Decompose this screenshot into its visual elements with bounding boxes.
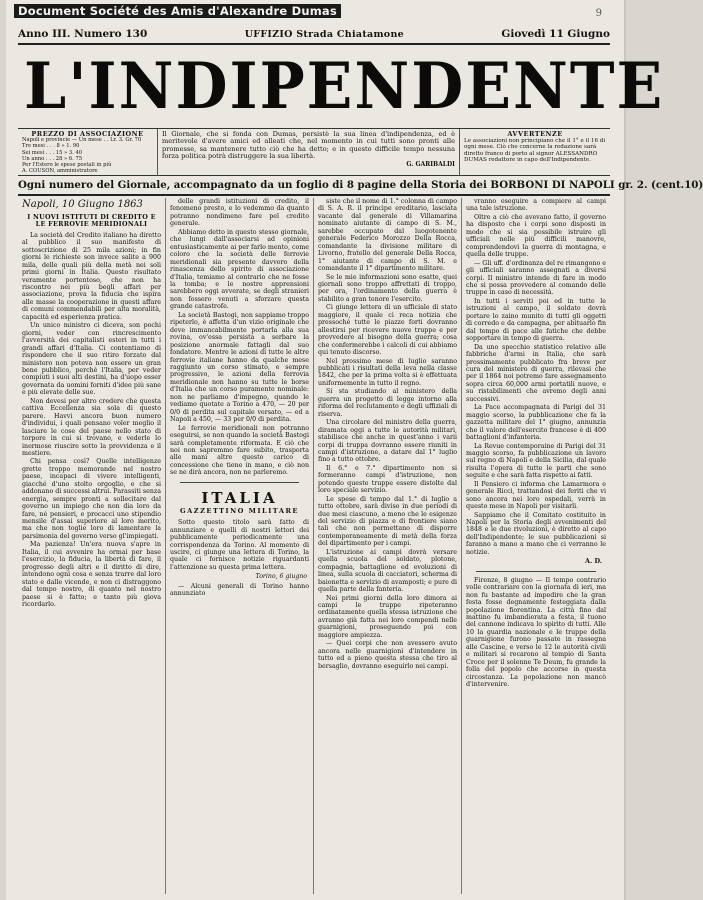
paragraph: Le spese di tempo dal 1.° di luglio a tutto ottobre, sarà diviso in due periodi di due mesi ciascuno, a meno che le esigenze del servizio di piazza e di frontiere siano tali che non permettano di disporre contemporaneamente di metà della forza del dipartimento per i campi. [318, 495, 457, 548]
paragraph: Un unico ministro ci diceva, son pochi giorni, veder con rincrescimento l'avversità dei capitalisti esteri in tutti i grandi affari d'Italia. Ci contentiamo di rispondere che il suo ritiro forzato dal ministero non poteva non essere un gran bene pubblico, perchè l'Italia, per veder compiuti i suoi alti destini, ha d'uopo esser governata da uomini forniti d'idee più sane e più elevate delle sue. [22, 322, 161, 397]
price-row: Per l'Estero le spese postali in più [22, 162, 112, 169]
supplement-banner: Ogni numero del Giornale, accompagnato da un foglio di 8 pagine della Storia dei BORBONI DI NAPOLI gr. 2. (cent.10) [18, 176, 610, 196]
paragraph: Se le mie informazioni sono esatte, quei giornali sono troppo affrettati di troppo, per ora, l'ordinamento della guerra è stabilito a gran tenore l'esercito. [318, 273, 457, 303]
paragraph: vranno eseguire a compiere al campi una tale istruzione. [466, 198, 606, 213]
paragraph: Il Pensiero ci informa che Lamarmora e generale Ricci, trattandosi dei feriti che vi sono ancora nei loro ospedali, verrà in questo mese in Napoli per visitarli. [466, 480, 606, 511]
garibaldi-notice [158, 129, 460, 176]
paragraph: Si sta studiando al ministero della guerra un progetto di legge intorno alla riforma del reclutamento e degli uffiziali di riserva. [318, 388, 457, 418]
column-1 [18, 198, 166, 894]
paragraph: — Alcuni generali di Torino hanno annunziato [170, 582, 309, 598]
section-subheading: GAZZETTINO MILITARE [180, 506, 299, 515]
article-signature: A. D. [585, 557, 602, 566]
price-row: A. COUSON, amministratore [22, 168, 98, 175]
paragraph: Oltre a ciò che avevano fatto, il governo ha disposto che i corpi sono disposti in modo che si sia possibile istruire gli ufficiali nelle più difficili manovre, comprendendovi la guerra di montagna, e quella delle truppe. [466, 213, 606, 259]
section-divider [476, 571, 596, 572]
paragraph: La società del Credito italiano ha diretto al pubblico il suo manifesto di sottoscrizione di 25 mila azioni; in fin giorni le richieste son invece salite a 900 mila, delle quali più della metà nei soli primi giorni in Italia. Questo risultato veramente portentoso, che non ha riscontro nei più begli affari per associazione, prova la fiducia che ispira alle masse la cooperazione in questi affare di comuni commendabili per alta moralità, capacità ed esperienza pratica. [22, 231, 161, 321]
newspaper-page [6, 0, 703, 900]
newspaper-title: L'INDIPENDENTE [24, 49, 665, 125]
info-band [18, 128, 610, 176]
notice-signature: G. GARIBALDI [406, 160, 455, 168]
paragraph: Nel prossimo mese di luglio saranno pubblicati i risultati della leva nella classe 1842, che per la prima volta si è effettuata uniformemente in tutto il regno. [318, 357, 457, 387]
paragraph: Ci giunge lettera di un ufficiale di stato maggiore, il quale ci reca notizia che pressoché tutte le piazze forti dovranno allestirsi per ricevere nuove truppe e per provvedere al bisogno della guerra; cosa che confermerebbe i calcoli di cui abbiamo qui tenuto discorso. [318, 304, 457, 357]
paragraph: Il 6.° e 7.° dipartimento non si formeranno campi d'istruzione, non potendo queste truppe essere distolte dal loro speciale servizio. [318, 464, 457, 495]
avvertenze-heading: AVVERTENZE [507, 130, 563, 138]
paragraph: L'istruzione ai campi dovrà versare quella scuola del soldato, plotone, compagnia, battaglione ed evoluzioni di linea, sulla scuola di cacciatori, scherma di baionetta e servizio di avamposti; e pure di quella parte della fanteria. [318, 548, 457, 594]
paragraph: delle grandi istituzioni di credito, il fenomeno presto, e lo vedemmo da quanto potranno nondimeno fare pel credito generale. [170, 198, 309, 228]
paragraph: Ma pazienza! Un'era nuova s'apre in Italia, il cui avvenire ha ormai per base l'esercizio, la fiducia, la libertà di fare, il progresso degli altri e il diritto di dire, intendono ogni cosa e senza trarre dal loro stato e dalle vicende, e non ci distraggono dal tempo nostro, di quanto nel nostro paese si è fatto; e tanto più giova ricordarlo. [22, 541, 161, 609]
paragraph: Una circolare del ministro della guerra, diramata oggi a tutte le autorità militari, stabilisce che anche in quest'anno i varii corpi di truppa dovranno essere riuniti in campi d'istruzione, a datare dal 1° luglio fino a tutto ottobre. [318, 419, 457, 464]
paragraph: Abbiamo detto in questo stesso giornale, che lungi dall'associarsi ad opinioni entusiasticamente ai per farlo mento, come coloro che la società delle ferrovie meridionali sia presente davvero della rinascenza dello spirito di associazione d'Italia, temiamo al contrario che ne fosse la tomba; e le nostre apprensioni sarebbero oggi avverate, se degli stranieri non fossero venuti a sforzare questa grande catastrofe. [170, 228, 309, 311]
subscription-prices [18, 129, 158, 176]
paragraph: La Pace accompagnata di Parigi del 31 maggio scorso, la pubblicazione che fa la gazzetta militare del 1° giugno, annunzia che il valore dell'esercito francese è di 400 battaglioni d'infanteria. [466, 404, 606, 442]
paragraph: Da uno specchio statistico relativo alle fabbriche d'armi in Italia, che sarà prossimamente pubblicato fra breve per cura del ministero di guerra, rilevasi che per il 1864 noi potremo fare assegnamento sopra circa 60,000 armi portatili nuove, e su ristabilimenti che avremo degli anni successivi. [466, 343, 606, 403]
office-address: UFFIZIO Strada Chiatamone [244, 28, 404, 40]
article-heading: I NUOVI ISTITUTI DI CREDITO E LE FERROVIE MERIDIONALI [27, 213, 156, 229]
prices-heading: PREZZO DI ASSOCIAZIONE [31, 130, 144, 138]
column-3 [314, 198, 462, 894]
paragraph: Nei primi giorni della loro dimora ai campi le truppe ripeteranno ordinatamente quella stessa istruzione che avranno già fatta nei loro compendi nelle guarnigioni, proseguendo poi con maggiore ampiezza. [318, 594, 457, 639]
paragraph: Non devesi per altro credere che questa cattiva Eccellenza sia sola di questo parere. Havvi ancora buon numero d'individui, i quali pensano voler meglio il lasciare le cose del paese nello stato di torpore in cui si trovano, e vederle lo inermose riuscire sotto la provvidenza e il mestiere. [22, 397, 161, 457]
section-divider [180, 482, 299, 483]
paragraph: La Revue contemporaine di Parigi del 31 maggio scorso, fa pubblicazione un lavoro sul regno di Napoli e della Sicilia, dal quale risulta l'opera di tutte le parti che sono seguite e che sarà fatta rispetto ai fatti. [466, 442, 606, 480]
paragraph: La società Bastogi, non sappiamo troppo ripeterlo, è affetta d'un vizio originale che deve immancabilmente portarla alla sua rovina, ov'essa persista a serbare la posizione anormale fattagli dal suo fondatore. Mentre le azioni di tutte le altre ferrovie italiane hanno da qualche mese raggiunto un corso stimato, e sempre progressivo, le azioni della ferrovia meridionale non hanno su tutte le borse d'Italia che un corso puramente nominale: non ne parliamo d'impegno, quando le vediamo quotate a Torino a 470, — 20 per 0/0 di perdita sul capitale versato, — ed a Napoli a 450, — 33 per 0/0 di perdita. [170, 311, 309, 424]
section-heading-italia: ITALIA [201, 488, 278, 507]
paragraph: — Gli uff. d'ordinanza del re rimangono e gli ufficiali saranno assegnati a diversi corpi. Il ministro intende di fare in modo che si possa provvedere al comando delle truppe in caso di necessità. [466, 259, 606, 297]
paragraph: Sotto questo titolo sarà fatto di annunziare e quelli di nostri lettori dei pubblicamente periodicamente una corrispondenza da Torino. Al momento di uscire, ci giunge una lettera di Torino, la quale ci fornisce notizie riguardanti l'attenzione su questa prima lettera. [170, 519, 309, 571]
paragraph: siste che il nome di 1.° colonna di campo di S. A. R. il principe ereditario, lasciata vacante dal generale di Villamarina nominato aiutante di campo di S. M., sarebbe occupato dal luogotenente generale Federico Morozzo Della Rocca, comandante la divisione militare di Livorno, fratello del generale Della Rocca, 1° aiutante di campo di S. M. e comandante il 1° dipartimento militare. [318, 198, 457, 273]
paragraph: Firenze, 8 giugno — Il tempo contrario volle contrariare con la giornata di ieri, ma non fu bastante ad impedire che la gran festa fosse degnamente festeggiata dalla popolazione fiorentina. La città fino dal mattino fu imbandierata a festa, il tuono del cannone indicava lo spirito di tutti. Alle 10 la guardia nazionale e le truppe della guarnigione furono passate in rassegna alle Cascine, e verso le 12 le autorità civili e militari si recarono al tempio di Santa Croce per il solenne Te Deum, fu grande la folla del popolo che accorse in questa circostanza. La popolazione non mancò d'intervenire. [466, 576, 606, 689]
watermark: Document Société des Amis d'Alexandre Dumas [14, 4, 341, 18]
paragraph: — Quei corpi che non avessero avuto ancora nelle guarnigioni d'intendere in tutto ed a pieno questa stessa che tiro al bersaglio, dovranno eseguirlo nei campi. [318, 640, 457, 670]
article-columns [18, 198, 610, 894]
paragraph: In tutti i serviti poi ed in tutte le istruzioni al campo, il soldato dovrà portare lo zaino munito di tutti gli oggetti di corredo e da campagna, per abituarlo fin dal tempo di pace alle fatiche che debbe sopportare in tempo di guerra. [466, 297, 606, 343]
dateline: Napoli, 10 Giugno 1863 [22, 199, 143, 210]
issue-number: Anno III. Numero 130 [18, 28, 148, 40]
price-row: Napoli e provincie — Un mese . . Lr. 3. Gr. 70 [22, 137, 142, 144]
price-row: Sei mesi . . . 15 » 3. 40 [22, 149, 83, 156]
column-2 [166, 198, 314, 894]
masthead-info [18, 25, 610, 45]
price-row: Tre mesi . . . 8 » 1. 90 [22, 143, 80, 150]
page-number: 9 [595, 8, 602, 19]
notice-text: Il Giornale, che si fonda con Dumas, persistè la sua linea d'indipendenza, ed è meritevole d'avere amici ed alleati che, nel momento in cui tutti sono pronti alle promesse, sa mantenere tutto ciò che ha detto; e in questo difficile tempo nessuna forza politica potrà distruggere la sua libertà. [162, 130, 455, 161]
paragraph: Sappiamo che il Comitato costituito in Napoli per la Storia degli avvenimenti del 1848 e le due rivoluzioni, è diretto al capo dell'Indipendente; le sue pubblicazioni si faranno a mano a mano che ci verranno le notizie. [466, 511, 606, 556]
avvertenze-text: Le associazioni non principiano che il 1° e il 16 di ogni mese. Ciò che concerne la redazione sarà diretto franco di porto al signor ALESSANDRO DUMAS redattore in capo dell'Indipendente. [464, 137, 606, 164]
avvertenze-box [460, 129, 610, 176]
paragraph: Le ferrovie meridionali non potranno eseguirsi, se non quando la società Bastogi sarà completamente riformata. E ciò che noi non sapremmo fare subito, trasporta alle mani altre questo carico di concessione che tiene in mano, e ciò non se ne dirà ancora, non ne parleremo. [170, 424, 309, 477]
dispatch-caption: Torino, 6 giugno [255, 573, 307, 581]
column-4 [462, 198, 610, 894]
paragraph: Chi pensa così? Quelle intelligenze grette troppo memorande nel nostro paese, incapaci di vivere intelligenti, giacché d'uno stolto orgoglio, e che si addonano di successi altrui. Parassiti senza energia, sempre pronti a sollecitare dal governo un impiego che non dia loro da fare, né pensieri, e procacci uno stipendio mensile d'assai superiore al loro merito, ma che non toglie loro di lamentare la parsimonia del governo verso gl'impiegati. [22, 458, 161, 540]
price-row: Un anno . . . 28 » 6. 75 [22, 155, 83, 162]
issue-date: Giovedì 11 Giugno [501, 28, 610, 40]
